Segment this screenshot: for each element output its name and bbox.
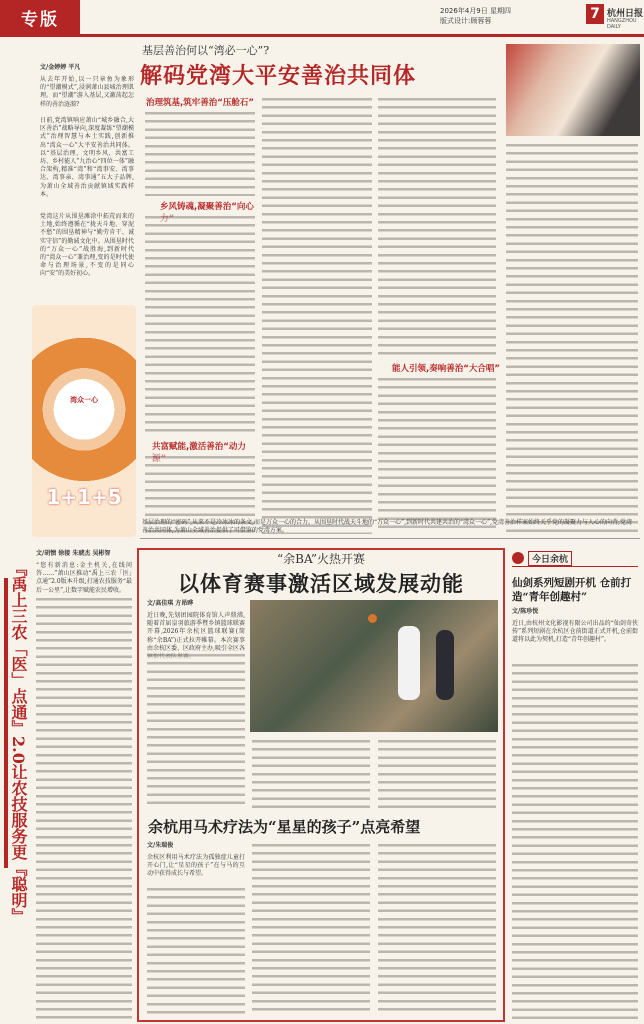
text-block xyxy=(252,738,370,808)
text-block xyxy=(252,842,370,1016)
issue-date: 2026年4月9日 星期四 xyxy=(440,7,511,15)
top-story-lead-2: 日前,党湾镇响应萧山“城乡融合,大区善治”战略导向,深度凝练“望潮模式”治理智慧与本土实践,创新推出“湾众一心”大平安善治共同体。以“基层治理、文明乡风、共富工坊、乡村能人”九治心“四位一体”融合架构,精准“湾”和“湾事安、湾事达、湾事亲、湾事通”五大子品牌,为萧山全域善治贡献镇域实践样本。 xyxy=(40,117,134,198)
basketball-photo xyxy=(250,600,498,732)
top-story-byline: 文/金婷婷 平凡 xyxy=(40,64,81,71)
right-rail-byline: 文/陈珍悦 xyxy=(512,608,539,615)
top-story-headline: 解码党湾大平安善治共同体 xyxy=(140,63,417,89)
top-story-lead-3: 党湾这片从围垦滩涂中拓荒而来的土地,始终遵循在“拢天斗地、穿泥不愁”的围垦精神与“勤劳肯干、诚实守信”的勤诚文化中。从围垦时代的“万众一心”战胜海,到新时代的“湾众一心”兼治理,变的是时代使命与治理场景,不变的是同心向“安”的美好初心。 xyxy=(40,213,134,278)
right-rail-tag: 今日余杭 xyxy=(528,551,572,566)
text-block xyxy=(145,110,255,196)
center-sub-lead: 余杭区利用马术疗法为孤独症儿童打开心门,让“星星的孩子”在与马的互动中获得成长与希望。 xyxy=(147,854,245,878)
left-rail-title: 『禹上三农「医」点通』2.0让农技服务更『聪明』 xyxy=(9,560,28,924)
top-story-kicker: 基层善治何以“湾必一心”? xyxy=(142,44,270,57)
left-rail-lead: “您有新消息:金主机关,在线问答……”萧山区推动“禹上三农「医」点通”2.0版本升级,打通农技服务“最后一公里”,让数字赋能农民增收。 xyxy=(36,562,132,594)
right-rail-title: 仙剑系列短剧开机 仓前打造“青年创趣村” xyxy=(512,577,632,603)
text-block xyxy=(378,842,496,1016)
basketball-icon xyxy=(368,614,377,623)
player-figure xyxy=(398,626,420,700)
text-block xyxy=(147,886,245,1016)
issue-info xyxy=(440,6,580,26)
center-story-kicker: “余BA”火热开赛 xyxy=(277,552,365,566)
top-story-caption: 基层治理的“密码”,从来不是冷冰冰的条文,而是万众一心的合力。从围垦时代战天斗地的“万众一心”,到新时代共建共治的“湾众一心”,党湾善治样案始终关乎党的凝聚力与人心的向背;党湾善治共同体,为萧山全域善治提供了可借鉴的党湾方案。 xyxy=(142,519,633,534)
text-block xyxy=(378,376,496,534)
section-label: 专版 xyxy=(0,0,80,34)
governance-diagram xyxy=(32,305,136,537)
layout-editor: 版式设计:顾蓉蓉 xyxy=(440,17,492,25)
header-rule xyxy=(0,34,644,37)
page-number: 7 xyxy=(586,4,604,24)
left-rail-byline: 文/胡愦 徐接 朱琥杰 吴彬智 xyxy=(36,550,111,557)
column-tag-icon xyxy=(512,552,524,564)
text-block xyxy=(378,96,496,356)
diagram-center-label: 湾众一心 xyxy=(70,396,98,404)
paper-english-name: HANGZHOU DAILY xyxy=(607,18,637,30)
text-block xyxy=(145,214,255,434)
center-story-byline: 文/高佳琪 方昂晔 xyxy=(147,600,194,607)
paper-name: 杭州日报 xyxy=(607,9,644,19)
diagram-slogan: 1+1+5 xyxy=(46,485,122,509)
top-story-photo xyxy=(506,44,640,136)
subhead-talent: 能人引领,奏响善治“大合唱” xyxy=(392,364,500,374)
right-rail-lead: 近日,由杭州文化影视有限公司出品的“仙剑奇侠传”系列短剧在余杭区仓前街道正式开机,仓前街道将以此为契机,打造“青年创趣村”。 xyxy=(512,620,638,644)
center-story-lead: 近日晚,先划团园院体育馆人声鼎沸,随着首届皇羽旅游季暨乡镇篮球联赛开幕,2026年余杭区篮球联赛(简称“余BA”)正式拉开帷幕。本次赛事由余杭区委、区政府主办,吸引全区各 xyxy=(147,612,245,652)
subhead-common-prosperity: 共富赋能,激活善治“动力 xyxy=(152,442,246,452)
player-figure xyxy=(436,630,454,700)
center-sub-headline: 余杭用马术疗法为“星星的孩子”点亮希望 xyxy=(148,818,421,836)
text-block xyxy=(36,596,132,1022)
center-sub-byline: 文/朱瑞俊 xyxy=(147,842,174,849)
top-story-lead-1: 从去年开始,以一只章鱼为象形的“望潮模式”,浸润萧山县城治理肌理。而“望潮”游入基层,又激荡起怎样的善治涟漪? xyxy=(40,76,134,108)
text-block xyxy=(262,96,372,534)
subhead-governance: 治理筑基,筑牢善治“压舱石” xyxy=(146,98,254,108)
subhead-culture: 乡风铸魂,凝聚善治“向心 xyxy=(160,202,254,212)
text-block xyxy=(512,662,638,1020)
text-block xyxy=(147,652,245,808)
text-block xyxy=(506,142,638,534)
center-story-headline: 以体育赛事激活区域发展动能 xyxy=(178,571,464,596)
text-block xyxy=(378,738,496,808)
right-rail-header xyxy=(512,550,638,567)
